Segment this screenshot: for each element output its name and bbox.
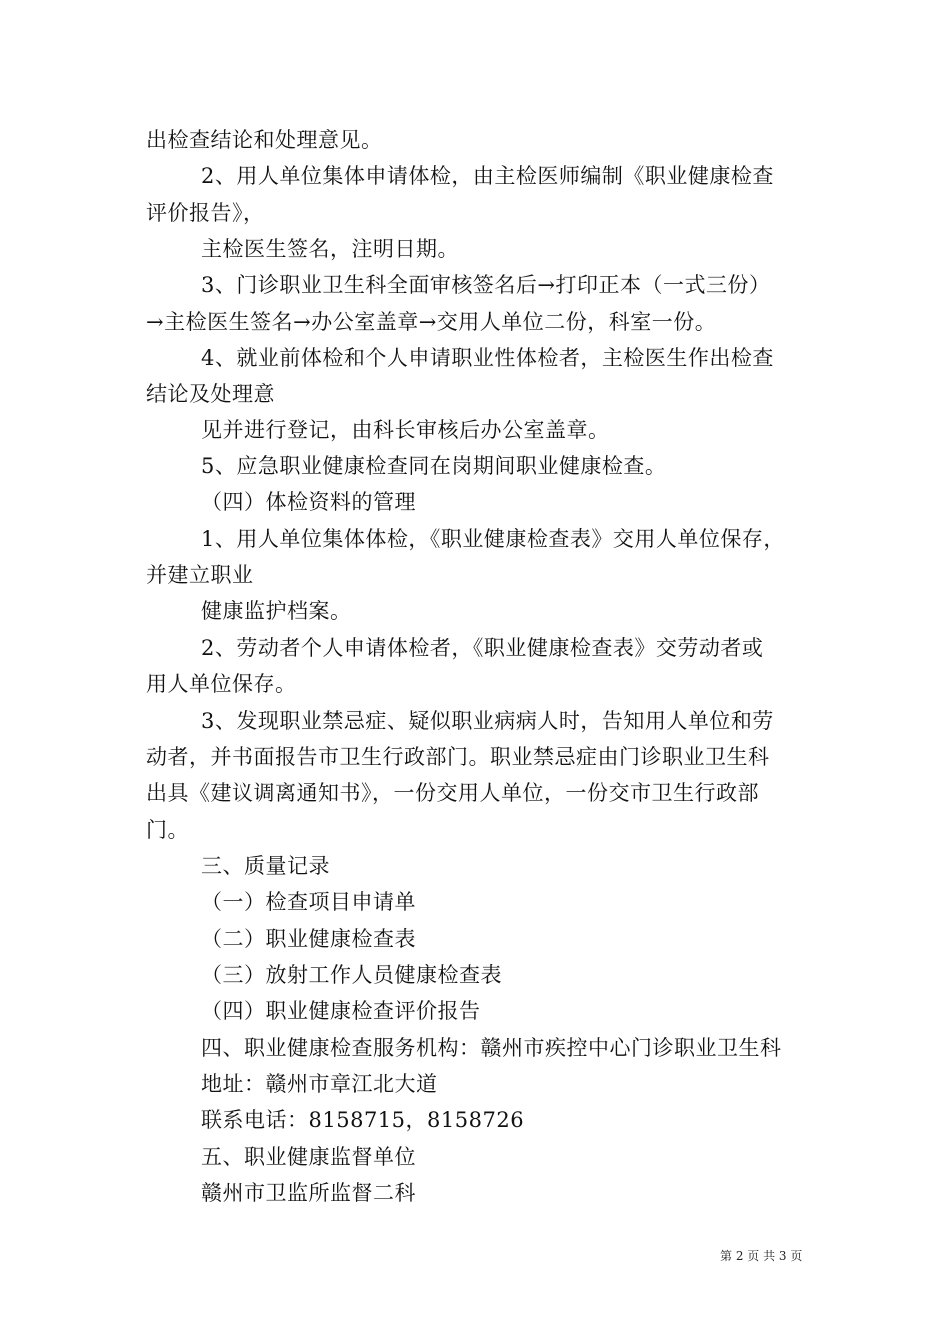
text-line: 门。	[146, 818, 189, 842]
text-line: 动者，并书面报告市卫生行政部门。职业禁忌症由门诊职业卫生科	[146, 745, 770, 769]
text-line: 1、用人单位集体体检，《职业健康检查表》交用人单位保存，	[201, 527, 785, 551]
text-line: 结论及处理意	[146, 382, 275, 406]
text-line: 见并进行登记，由科长审核后办公室盖章。	[201, 418, 610, 442]
section-heading: （四）体检资料的管理	[201, 490, 416, 514]
text-line: 健康监护档案。	[201, 599, 352, 623]
list-item: （二）职业健康检查表	[201, 927, 416, 951]
text-line: 4、就业前体检和个人申请职业性体检者，主检医生作出检查	[201, 346, 774, 370]
text-line: 3、发现职业禁忌症、疑似职业病病人时，告知用人单位和劳	[201, 709, 774, 733]
text-line: 出检查结论和处理意见。	[146, 128, 383, 152]
text-line: 评价报告》，	[146, 201, 265, 225]
text-line: 2、劳动者个人申请体检者，《职业健康检查表》交劳动者或	[201, 636, 764, 660]
section-heading: 三、质量记录	[201, 854, 330, 878]
text-line: 赣州市卫监所监督二科	[201, 1181, 416, 1205]
text-line: 出具《建议调离通知书》，一份交用人单位，一份交市卫生行政部	[146, 781, 759, 805]
text-line: 2、用人单位集体申请体检，由主检医师编制《职业健康检查	[201, 164, 774, 188]
text-line: 主检医生签名，注明日期。	[201, 237, 459, 261]
text-line: 5、应急职业健康检查同在岗期间职业健康检查。	[201, 454, 667, 478]
phone-line: 联系电话：8158715，8158726	[201, 1108, 525, 1132]
text-line: 3、门诊职业卫生科全面审核签名后→打印正本（一式三份）	[201, 273, 771, 297]
address-line: 地址：赣州市章江北大道	[201, 1072, 438, 1096]
list-item: （一）检查项目申请单	[201, 890, 416, 914]
page-number: 第 2 页 共 3 页	[720, 1249, 803, 1263]
text-line: 并建立职业	[146, 563, 254, 587]
text-line: →主检医生签名→办公室盖章→交用人单位二份，科室一份。	[146, 310, 717, 334]
list-item: （四）职业健康检查评价报告	[201, 999, 481, 1023]
section-heading: 五、职业健康监督单位	[201, 1145, 416, 1169]
section-heading: 四、职业健康检查服务机构：赣州市疾控中心门诊职业卫生科	[201, 1036, 782, 1060]
text-line: 用人单位保存。	[146, 672, 297, 696]
list-item: （三）放射工作人员健康检查表	[201, 963, 502, 987]
